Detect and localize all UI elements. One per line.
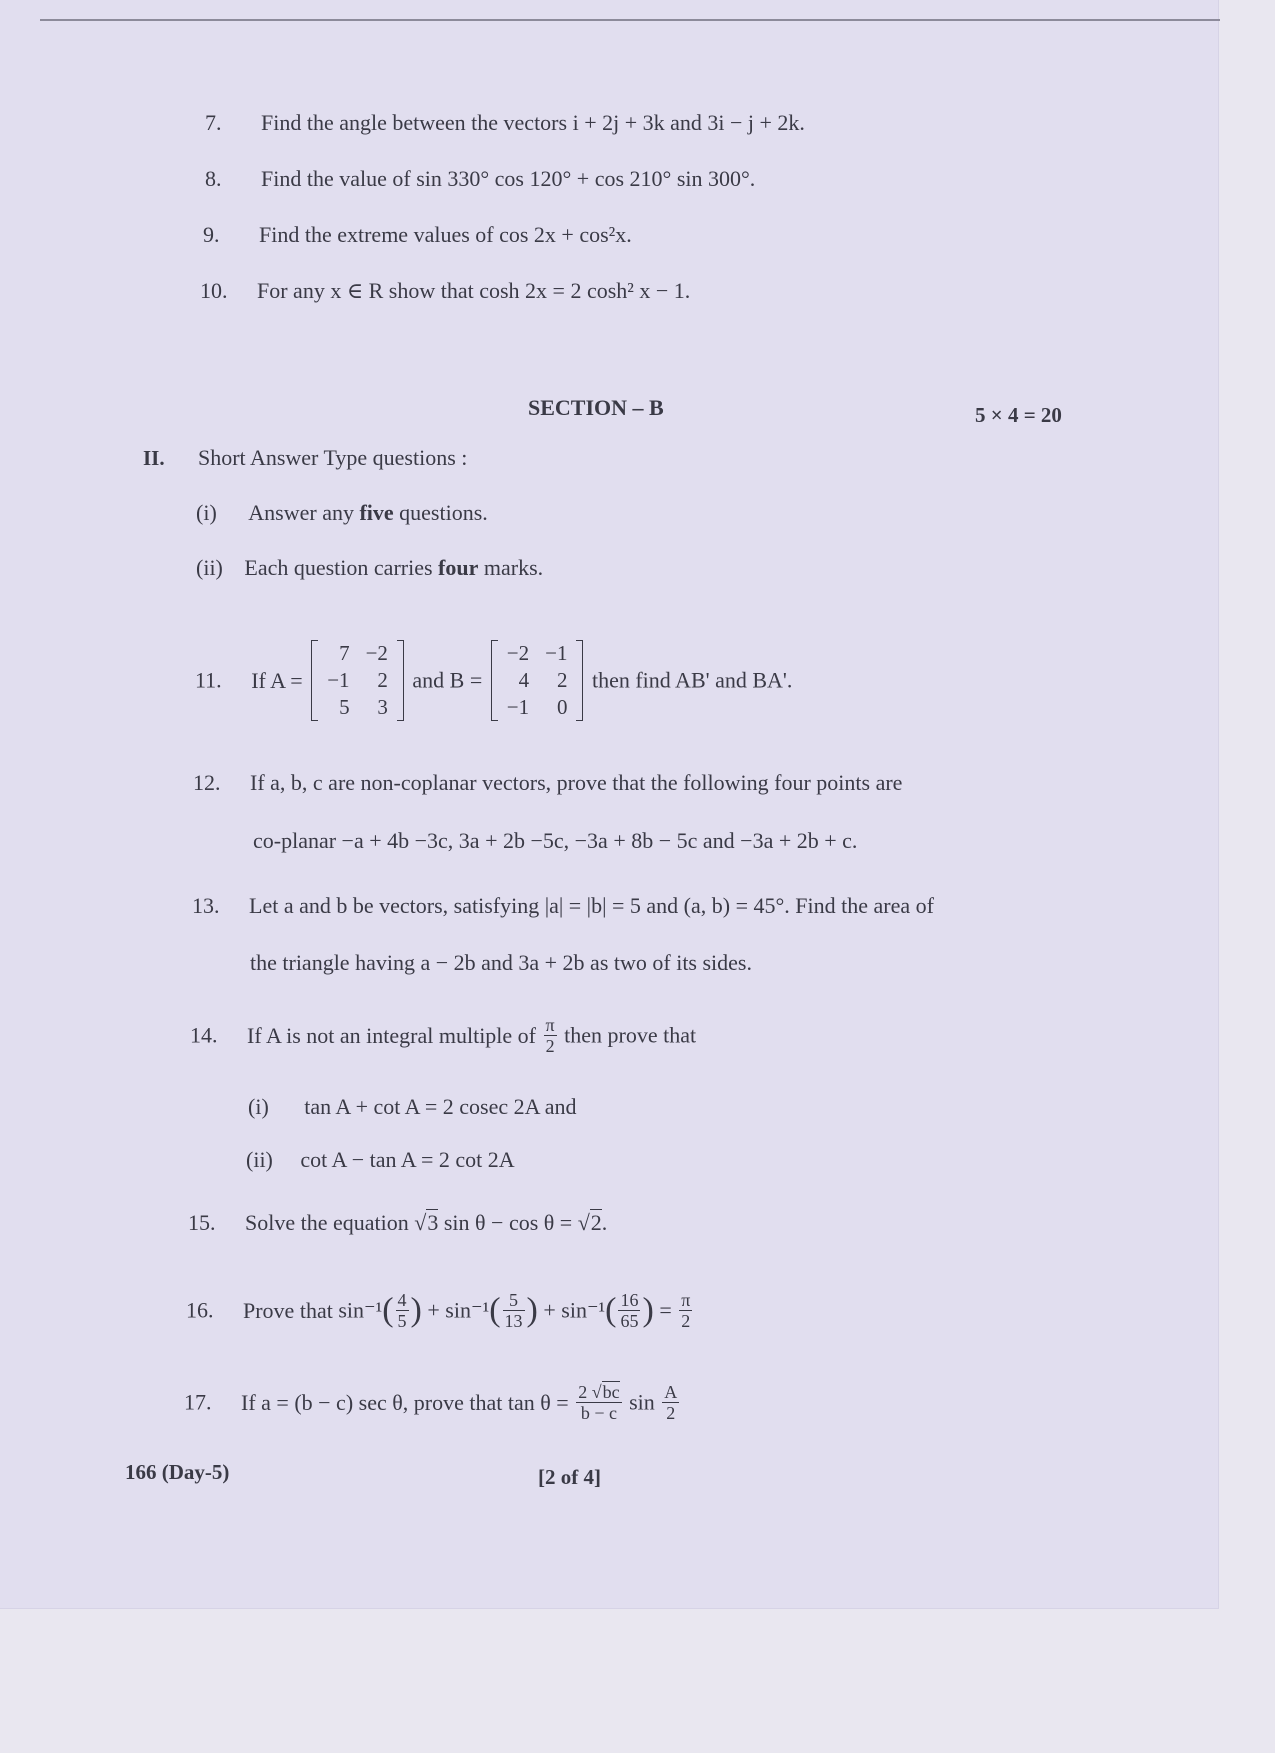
question-line-1: If a, b, c are non-coplanar vectors, prove that the following four points are	[250, 770, 903, 795]
fraction	[503, 1290, 525, 1331]
question-tail: then find AB' and BA'.	[591, 667, 793, 693]
part-text: cot A − tan A = 2 cot 2A	[300, 1147, 515, 1172]
radicand: 3	[427, 1210, 439, 1235]
fraction	[679, 1290, 692, 1331]
question-text: If a = (b − c) sec θ, prove that tan θ =	[241, 1389, 569, 1415]
instruction-bold: four	[438, 555, 479, 580]
instruction-number: (i)	[196, 500, 217, 525]
question-number: 9.	[203, 222, 220, 247]
part-number: (ii)	[246, 1147, 273, 1172]
matrix-b-label: and B =	[412, 667, 483, 693]
fraction	[618, 1290, 640, 1331]
period: .	[601, 1210, 608, 1235]
question-text-mid: sin θ − cos θ =	[443, 1210, 573, 1235]
instruction-pre: Each question carries	[244, 555, 433, 580]
question-text: Find the value of sin 330° cos 120° + cos 210° sin 300°.	[261, 166, 756, 191]
question-12-cont: co-planar −a + 4b −3c, 3a + 2b −5c, −3a + 8b − 5c and −3a + 2b + c.	[253, 828, 858, 853]
question-text-tail: then prove that	[564, 1022, 697, 1048]
question-7	[205, 110, 805, 136]
denominator: 2	[545, 1036, 555, 1056]
matrix-b	[491, 640, 584, 721]
plus: +	[427, 1297, 440, 1323]
matrix-cell: −2	[365, 641, 388, 665]
question-number: 16.	[186, 1297, 214, 1323]
question-12	[193, 770, 902, 796]
matrix-cell: −1	[545, 641, 568, 665]
instruction-bold: five	[359, 500, 394, 525]
question-number: 11.	[195, 667, 222, 693]
sqrt-sign: √	[577, 1210, 590, 1235]
question-number: 12.	[193, 770, 221, 795]
numerator: 4	[397, 1290, 407, 1310]
function: sin⁻¹	[338, 1297, 383, 1323]
question-8	[205, 166, 755, 192]
denominator: 65	[620, 1311, 639, 1331]
matrix-cell: 5	[339, 695, 350, 719]
question-17	[184, 1382, 681, 1423]
part-number: (i)	[248, 1094, 269, 1119]
question-text: Prove that	[243, 1297, 333, 1323]
question-13-cont: the triangle having a − 2b and 3a + 2b as two of its sides.	[250, 950, 752, 975]
question-14	[190, 1015, 696, 1056]
matrix-a	[311, 640, 404, 721]
question-line-1: Let a and b be vectors, satisfying |a| = |b| = 5 and (a, b) = 45°. Find the area of	[249, 893, 934, 918]
instruction-1	[196, 500, 488, 526]
denominator: 2	[666, 1403, 676, 1423]
equals: =	[659, 1297, 672, 1323]
denominator: 13	[504, 1311, 523, 1331]
section-marks: 5 × 4 = 20	[975, 403, 1062, 427]
instruction-pre: Answer any	[248, 500, 354, 525]
question-number: 8.	[205, 166, 222, 191]
denominator: b − c	[580, 1403, 617, 1423]
question-14-part-ii	[246, 1147, 515, 1173]
sin: sin	[629, 1389, 655, 1415]
fraction	[576, 1382, 621, 1423]
matrix-cell: 2	[556, 668, 568, 692]
matrix-cell: 2	[377, 668, 388, 692]
paper-code: 166 (Day-5)	[125, 1460, 230, 1484]
question-13	[192, 893, 934, 919]
question-number: 14.	[190, 1022, 218, 1048]
numerator: 16	[620, 1290, 639, 1310]
vector-1: i + 2j + 3k	[572, 110, 665, 135]
question-11	[195, 640, 792, 721]
page-number: [2 of 4]	[538, 1465, 601, 1489]
vector-2: 3i − j + 2k.	[707, 110, 805, 135]
matrix-a-label: If A =	[251, 667, 303, 693]
matrix-cell: 0	[556, 695, 568, 719]
instruction-post: marks.	[483, 555, 544, 580]
instruction-number: (ii)	[196, 555, 223, 580]
coefficient: 2	[578, 1382, 588, 1402]
numerator: 5	[503, 1290, 525, 1311]
part-number: II.	[143, 446, 165, 470]
question-16: 16. Prove that sin⁻¹( $\frac{4}{5}$ ) + sin⁻¹( $\frac{5}{13}$ ) + sin⁻¹( $\frac{16}{65}$ ) = $\frac{\pi}{2}$	[186, 1290, 691, 1331]
question-number: 13.	[192, 893, 220, 918]
matrix-cell: −2	[506, 641, 530, 665]
fraction	[396, 1290, 409, 1331]
question-14-part-i	[248, 1094, 577, 1120]
numerator: π	[545, 1015, 555, 1035]
question-text: For any x ∈ R show that cosh 2x = 2 cosh² x − 1.	[257, 278, 691, 303]
question-number: 15.	[188, 1210, 216, 1235]
section-title: SECTION – B	[528, 395, 664, 420]
denominator: 5	[397, 1311, 407, 1331]
question-15	[188, 1210, 607, 1236]
top-rule	[40, 19, 1220, 21]
matrix-cell: −1	[327, 668, 350, 692]
matrix-cell: 3	[377, 695, 388, 719]
question-text: If A is not an integral multiple of	[247, 1022, 537, 1048]
plus: +	[543, 1297, 556, 1323]
question-number: 7.	[205, 110, 222, 135]
question-10	[200, 278, 690, 304]
matrix-cell: 7	[339, 641, 350, 665]
matrix-cell: −1	[506, 695, 530, 719]
function: sin⁻¹	[445, 1297, 490, 1323]
question-9	[203, 222, 632, 248]
matrix-cell: 4	[518, 668, 530, 692]
denominator: 2	[681, 1311, 691, 1331]
question-number: 10.	[200, 278, 228, 303]
fraction	[544, 1015, 557, 1056]
question-number: 17.	[184, 1389, 212, 1415]
question-text: Find the extreme values of cos 2x + cos²x.	[259, 222, 632, 247]
question-text: Find the angle between the vectors	[261, 110, 568, 135]
instruction-post: questions.	[399, 500, 488, 525]
part-text: tan A + cot A = 2 cosec 2A and	[304, 1094, 577, 1119]
radicand: bc	[602, 1382, 620, 1402]
numerator: π	[681, 1290, 691, 1310]
instruction-2	[196, 555, 543, 581]
part-heading: Short Answer Type questions :	[198, 445, 468, 470]
question-text: Solve the equation	[245, 1210, 409, 1235]
fraction	[662, 1382, 679, 1423]
numerator: A	[664, 1382, 678, 1402]
radicand: 2	[590, 1210, 602, 1235]
sqrt-sign: √	[414, 1210, 427, 1235]
connector: and	[670, 110, 702, 135]
function: sin⁻¹	[561, 1297, 606, 1323]
numerator: 2 √bc	[578, 1382, 620, 1402]
